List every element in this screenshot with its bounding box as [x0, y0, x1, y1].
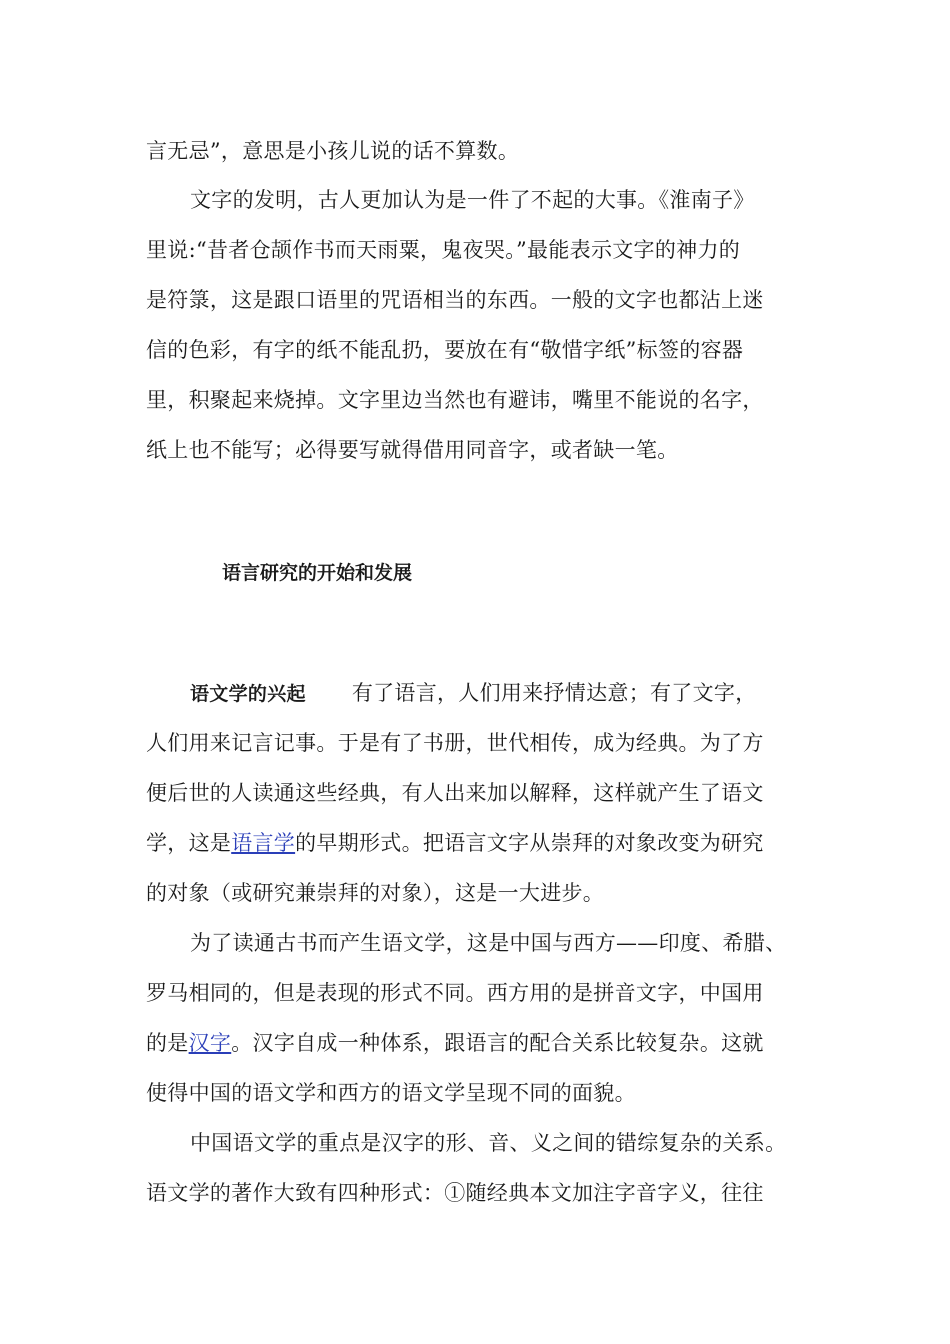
text-line: 语文学的著作大致有四种形式：①随经典本文加注字音字义，往往 — [146, 1181, 764, 1205]
text-line: 人们用来记言记事。于是有了书册，世代相传，成为经典。为了方 — [146, 731, 764, 755]
text-line: 为了读通古书而产生语文学，这是中国与西方——印度、希腊、 — [190, 931, 787, 955]
text-line: 纸上也不能写；必得要写就得借用同音字，或者缺一笔。 — [146, 438, 679, 462]
text-line — [146, 830, 764, 856]
section-heading: 语言研究的开始和发展 — [222, 562, 413, 584]
text-line: 使得中国的语文学和西方的语文学呈现不同的面貌。 — [146, 1081, 636, 1105]
text-line: 信的色彩，有字的纸不能乱扔，要放在有“敬惜字纸”标签的容器 — [146, 338, 744, 362]
text-line — [190, 680, 757, 707]
text-line: 是符箓，这是跟口语里的咒语相当的东西。一般的文字也都沾上迷 — [146, 288, 764, 312]
text-line: 便后世的人读通这些经典，有人出来加以解释，这样就产生了语文 — [146, 781, 764, 805]
link-chinese-characters[interactable]: 汉字 — [188, 1031, 232, 1055]
text-span: 有了语言，人们用来抒情达意；有了文字， — [351, 681, 757, 705]
subsection-term: 语文学的兴起 — [190, 683, 306, 705]
text-line: 里，积聚起来烧掉。文字里边当然也有避讳，嘴里不能说的名字， — [146, 388, 764, 412]
text-line: 的对象（或研究兼崇拜的对象），这是一大进步。 — [146, 881, 605, 905]
text-span: 的早期形式。把语言文字从崇拜的对象改变为研究 — [295, 831, 764, 855]
text-span: 的是 — [146, 1031, 189, 1055]
text-line: 里说:“昔者仓颉作书而天雨粟，鬼夜哭。”最能表示文字的神力的 — [146, 238, 741, 262]
text-span: 。汉字自成一种体系，跟语言的配合关系比较复杂。这就 — [231, 1031, 764, 1055]
link-linguistics[interactable]: 语言学 — [231, 831, 296, 855]
text-line: 罗马相同的，但是表现的形式不同。西方用的是拼音文字，中国用 — [146, 981, 764, 1005]
text-line: 文字的发明，古人更加认为是一件了不起的大事。《淮南子》 — [190, 188, 755, 212]
text-line: 言无忌”，意思是小孩儿说的话不算数。 — [146, 139, 520, 163]
text-span: 学，这是 — [146, 831, 232, 855]
text-line — [146, 1030, 764, 1056]
text-line: 中国语文学的重点是汉字的形、音、义之间的错综复杂的关系。 — [190, 1131, 787, 1155]
